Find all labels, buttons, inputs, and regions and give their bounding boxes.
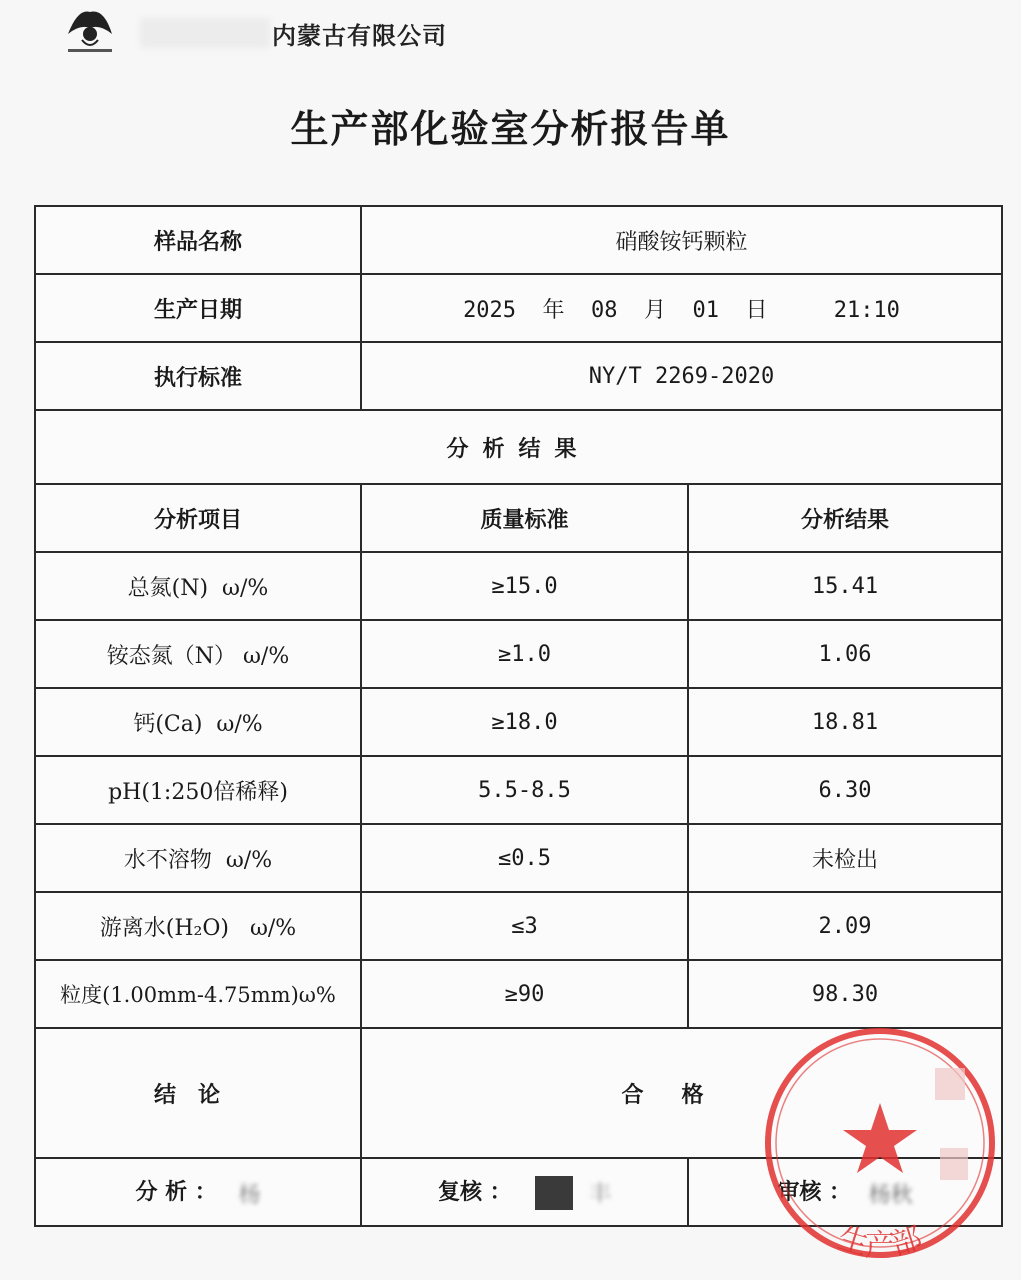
conclusion-value: 合格 xyxy=(361,1028,1002,1158)
production-date-label: 生产日期 xyxy=(35,274,361,342)
sample-name-row xyxy=(35,206,1002,274)
column-header-item: 分析项目 xyxy=(35,484,361,552)
company-name: 内蒙古有限公司 xyxy=(272,22,447,50)
row-item: 粒度(1.00mm-4.75mm)ω% xyxy=(35,960,361,1028)
production-date-value: 2025 年 08 月 01 日 21:10 xyxy=(361,274,1002,342)
redacted-block xyxy=(535,1176,573,1210)
report-title: 生产部化验室分析报告单 xyxy=(290,107,731,151)
table-row xyxy=(35,688,1002,756)
sample-name-label: 样品名称 xyxy=(35,206,361,274)
row-result: 6.30 xyxy=(688,756,1002,824)
row-item: 水不溶物 ω/% xyxy=(35,824,361,892)
row-result: 18.81 xyxy=(688,688,1002,756)
row-result: 98.30 xyxy=(688,960,1002,1028)
column-header-row xyxy=(35,484,1002,552)
standard-row xyxy=(35,342,1002,410)
row-item: pH(1:250倍稀释) xyxy=(35,756,361,824)
row-result: 1.06 xyxy=(688,620,1002,688)
standard-value: NY/T 2269-2020 xyxy=(361,342,1002,410)
table-row xyxy=(35,756,1002,824)
review-name: 丰 xyxy=(589,1182,612,1207)
review-label: 复核 ： xyxy=(437,1179,512,1205)
column-header-standard: 质量标准 xyxy=(361,484,688,552)
row-item: 钙(Ca) ω/% xyxy=(35,688,361,756)
row-standard: 5.5-8.5 xyxy=(361,756,688,824)
table-row xyxy=(35,824,1002,892)
redacted-company-name xyxy=(140,18,270,48)
row-standard: ≤0.5 xyxy=(361,824,688,892)
row-standard: ≥90 xyxy=(361,960,688,1028)
audit-signature xyxy=(688,1158,1002,1226)
row-result: 未检出 xyxy=(688,824,1002,892)
table-row xyxy=(35,552,1002,620)
row-standard: ≥1.0 xyxy=(361,620,688,688)
row-item: 总氮(N) ω/% xyxy=(35,552,361,620)
row-result: 15.41 xyxy=(688,552,1002,620)
analysis-name: 杨 xyxy=(238,1182,261,1208)
column-header-result: 分析结果 xyxy=(688,484,1002,552)
analysis-report-table xyxy=(34,205,1003,1227)
audit-label: 审核 ： xyxy=(777,1180,851,1206)
row-item: 游离水(H₂O) ω/% xyxy=(35,892,361,960)
table-row xyxy=(35,960,1002,1028)
section-row xyxy=(35,410,1002,484)
section-title: 分析结果 xyxy=(35,410,1002,484)
audit-name: 杨秋 xyxy=(868,1182,913,1208)
conclusion-label: 结论 xyxy=(35,1028,361,1158)
signature-row xyxy=(35,1158,1002,1226)
document-header xyxy=(0,0,1021,70)
row-standard: ≥18.0 xyxy=(361,688,688,756)
seal-text: 生产部 xyxy=(833,1220,927,1264)
row-item: 铵态氮（N） ω/% xyxy=(35,620,361,688)
row-standard: ≤3 xyxy=(361,892,688,960)
review-signature xyxy=(361,1158,688,1226)
row-result: 2.09 xyxy=(688,892,1002,960)
table-row xyxy=(35,892,1002,960)
sample-name-value: 硝酸铵钙颗粒 xyxy=(361,206,1002,274)
table-row xyxy=(35,620,1002,688)
row-standard: ≥15.0 xyxy=(361,552,688,620)
conclusion-row xyxy=(35,1028,1002,1158)
company-logo-icon xyxy=(60,4,120,56)
analysis-signature xyxy=(35,1158,361,1226)
analysis-label: 分 析 ： xyxy=(135,1180,217,1206)
standard-label: 执行标准 xyxy=(35,342,361,410)
production-date-row xyxy=(35,274,1002,342)
